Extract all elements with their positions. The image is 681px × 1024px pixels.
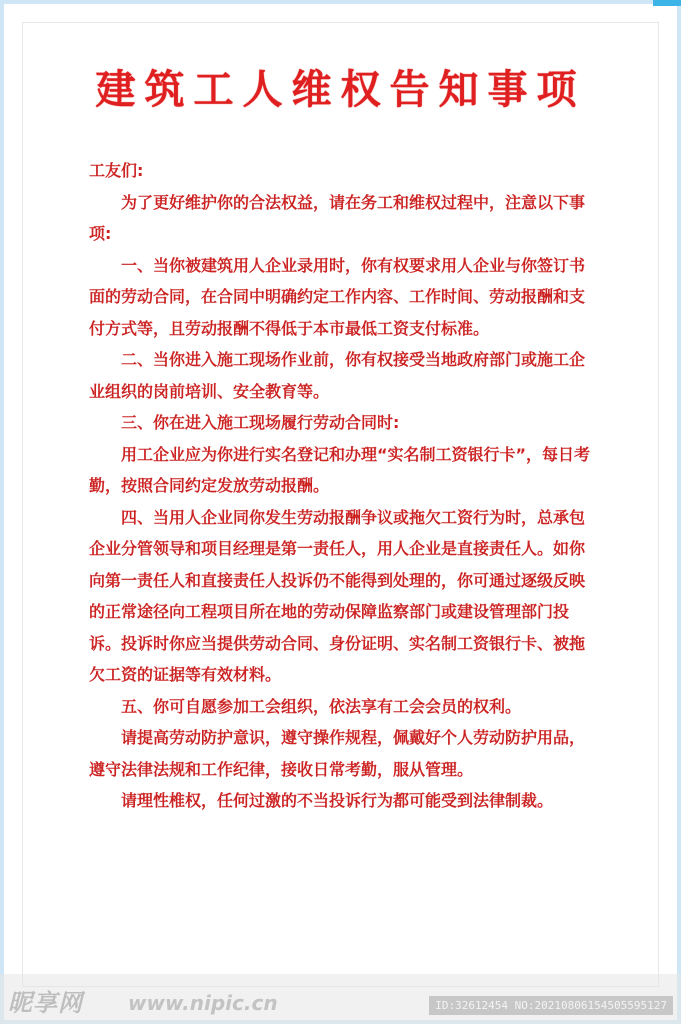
- greeting: 工友们:: [89, 161, 144, 180]
- paragraph-item-5: 五、你可自愿参加工会组织，依法享有工会会员的权利。: [121, 696, 522, 716]
- paragraph-item-3: 三、你在进入施工现场履行劳动合同时:: [121, 413, 400, 432]
- paragraph-intro: 为了更好维护你的合法权益，请在务工和维权过程中，注意以下事项:: [89, 192, 586, 243]
- paragraph-protection: 请提高劳动防护意识，遵守操作规程，佩戴好个人劳动防护用品，遵守法律法规和工作纪律，接收日常考勤，服从管理。: [89, 728, 586, 779]
- paragraph-item-2: 二、当你进入施工现场作业前，你有权接受当地政府部门或施工企业组织的岗前培训、安全教育等。: [89, 350, 586, 401]
- poster-title: 建筑工人维权告知事项: [95, 67, 586, 113]
- corner-accent: [653, 0, 681, 6]
- notice-body: [89, 155, 599, 817]
- watermark-bar: [0, 974, 681, 1024]
- paragraph-item-1: 一、当你被建筑用人企业录用时，你有权要求用人企业与你签订书面的劳动合同，在合同中明确约定工作内容、工作时间、劳动报酬和支付方式等，且劳动报酬不得低于本市最低工资支付标准。: [89, 255, 586, 338]
- watermark-id: ID:32612454 NO:20210806154505595127: [429, 996, 673, 1015]
- paragraph-item-3-detail: 用工企业应为你进行实名登记和办理“实名制工资银行卡”，每日考勤，按照合同约定发放劳动报酬。: [89, 444, 591, 495]
- watermark-logo: 昵享网: [8, 989, 83, 1017]
- watermark-url: www.nipic.cn: [128, 991, 278, 1015]
- paragraph-rational: 请理性椎权，任何过激的不当投诉行为都可能受到法律制裁。: [121, 791, 554, 810]
- paragraph-item-4: 四、当用人企业同你发生劳动报酬争议或拖欠工资行为时，总承包企业分管领导和项目经理是第一责任人，用人企业是直接责任人。如你向第一责任人和直接责任人投诉仍不能得到处理的，你可通过逐级反映的正常途径向工程项目所在地的劳动保障监察部门或建设管理部门投诉。投诉时你应当提供劳动合同、身份证明、实名制工资银行卡、被拖欠工资的证据等有效材料。: [89, 507, 586, 684]
